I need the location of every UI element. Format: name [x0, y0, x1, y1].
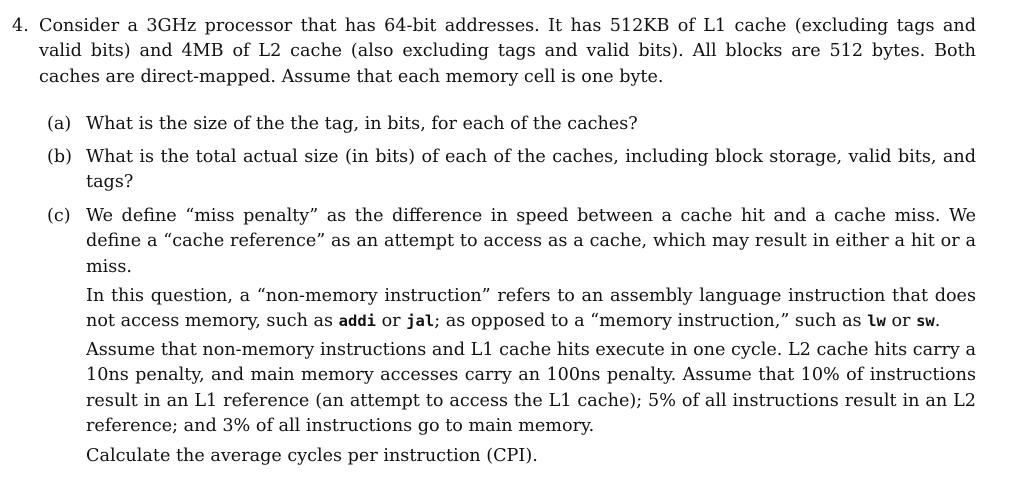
- part-c-instruction-types: In this question, a “non-memory instruction” refers to an assembly language instruction that does not access memory, such as addi or jal; as opposed to a “memory instruction,” such as lw or sw.: [86, 286, 976, 332]
- part-c-label: (c): [47, 206, 71, 226]
- part-c-definitions: We define “miss penalty” as the difference in speed between a cache hit and a cache miss. We define a “cache reference” as an attempt to access as a cache, which may result in either a hit or a miss.: [86, 206, 976, 277]
- code-sw: sw: [916, 312, 935, 331]
- part-a-label: (a): [47, 114, 72, 134]
- part-b-text: What is the total actual size (in bits) of each of the caches, including block storage, valid bits, and tags?: [86, 147, 976, 193]
- code-addi: addi: [338, 312, 376, 331]
- part-a-text: What is the size of the the tag, in bits, for each of the caches?: [86, 114, 638, 134]
- code-jal: jal: [406, 312, 435, 331]
- problem-number: 4.: [12, 16, 29, 36]
- part-c-assumptions: Assume that non-memory instructions and L1 cache hits execute in one cycle. L2 cache hits carry a 10ns penalty, and main memory accesses carry an 100ns penalty. Assume that 10% of instructions result in an L1 reference (an attempt to access the L1 cache); 5% of all instructions result in an L2 reference; and 3% of all instructions go to main memory.: [86, 340, 976, 437]
- code-lw: lw: [867, 312, 886, 331]
- part-c-question: Calculate the average cycles per instruction (CPI).: [86, 446, 538, 466]
- problem-intro: Consider a 3GHz processor that has 64-bit addresses. It has 512KB of L1 cache (excluding tags and valid bits) and 4MB of L2 cache (also excluding tags and valid bits). All blocks are 512 bytes. Both caches are direct-mapped. Assume that each memory cell is one byte.: [39, 16, 976, 87]
- part-b-label: (b): [47, 147, 72, 167]
